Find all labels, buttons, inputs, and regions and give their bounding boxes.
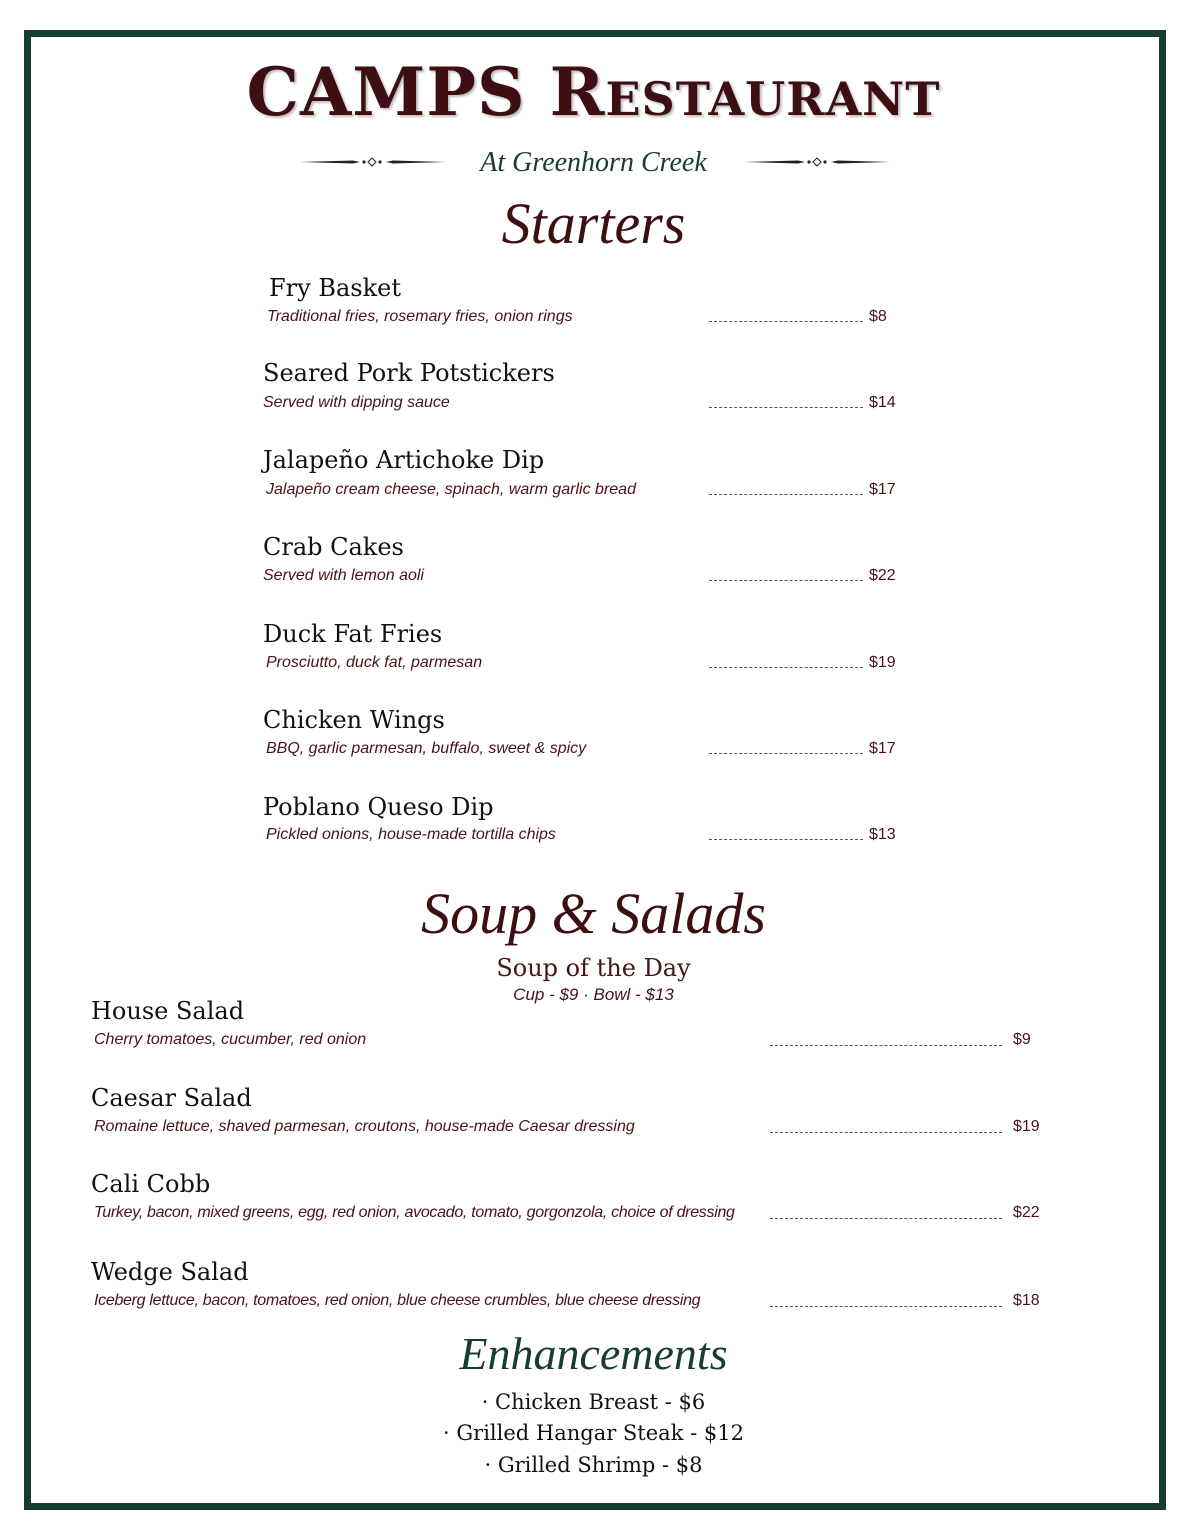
price-leader <box>709 839 863 840</box>
soup-salads-heading: Soup & Salads <box>421 881 766 946</box>
menu-item-name: Seared Pork Potstickers <box>263 359 555 387</box>
restaurant-title: CAMPS Restaurant <box>246 53 941 131</box>
menu-item-price: $8 <box>869 308 887 325</box>
menu-item-price: $17 <box>869 740 896 757</box>
menu-item-name: Wedge Salad <box>91 1258 249 1286</box>
price-leader <box>709 321 863 322</box>
menu-item-name: Duck Fat Fries <box>263 620 443 648</box>
menu-item-description: Pickled onions, house-made tortilla chips <box>266 826 556 843</box>
menu-item-description: Prosciutto, duck fat, parmesan <box>266 654 483 671</box>
menu-item-price: $9 <box>1013 1031 1031 1048</box>
menu-item-name: Jalapeño Artichoke Dip <box>263 446 545 474</box>
menu-item-name: Caesar Salad <box>91 1084 252 1112</box>
menu-item-description: Romaine lettuce, shaved parmesan, croutons, house-made Caesar dressing <box>94 1118 635 1135</box>
price-leader <box>770 1132 1002 1133</box>
enhancement-item: · Chicken Breast - $6 <box>481 1390 706 1414</box>
menu-item-description: Served with dipping sauce <box>263 394 450 411</box>
price-leader <box>709 494 863 495</box>
menu-item-price: $19 <box>1013 1118 1040 1135</box>
menu-item-price: $22 <box>869 567 896 584</box>
menu-item-name: Poblano Queso Dip <box>263 793 494 821</box>
price-leader <box>709 580 863 581</box>
price-leader <box>709 407 863 408</box>
menu-item-price: $22 <box>1013 1204 1040 1221</box>
right-ornament-icon <box>743 152 893 172</box>
menu-item-name: Fry Basket <box>269 274 401 302</box>
menu-item-description: Iceberg lettuce, bacon, tomatoes, red onion, blue cheese crumbles, blue cheese dressing <box>94 1292 701 1309</box>
price-leader <box>770 1218 1002 1219</box>
menu-item-name: Crab Cakes <box>263 533 404 561</box>
menu-item-price: $17 <box>869 481 896 498</box>
menu-item-name: Cali Cobb <box>91 1170 211 1198</box>
enhancement-item: · Grilled Hangar Steak - $12 <box>443 1421 744 1445</box>
soup-prices: Cup - $9 · Bowl - $13 <box>513 985 674 1004</box>
menu-item-price: $18 <box>1013 1292 1040 1309</box>
restaurant-subtitle: At Greenhorn Creek <box>480 147 707 178</box>
menu-item-name: House Salad <box>91 997 245 1025</box>
price-leader <box>709 753 863 754</box>
enhancements-heading: Enhancements <box>459 1328 728 1379</box>
menu-item-price: $13 <box>869 826 896 843</box>
price-leader <box>770 1306 1002 1307</box>
enhancement-item: · Grilled Shrimp - $8 <box>484 1453 703 1477</box>
menu-item-description: Jalapeño cream cheese, spinach, warm garlic bread <box>266 481 636 498</box>
menu-item-description: Turkey, bacon, mixed greens, egg, red onion, avocado, tomato, gorgonzola, choice of dressing <box>94 1204 735 1221</box>
menu-item-description: BBQ, garlic parmesan, buffalo, sweet & spicy <box>266 740 587 757</box>
price-leader <box>709 667 863 668</box>
menu-item-name: Chicken Wings <box>263 706 445 734</box>
menu-item-price: $14 <box>869 394 896 411</box>
menu-item-description: Traditional fries, rosemary fries, onion rings <box>267 308 573 325</box>
starters-heading: Starters <box>501 191 686 256</box>
price-leader <box>770 1045 1002 1046</box>
menu-item-description: Cherry tomatoes, cucumber, red onion <box>94 1031 367 1048</box>
menu-item-description: Served with lemon aoli <box>263 567 424 584</box>
soup-of-the-day-title: Soup of the Day <box>496 954 691 982</box>
menu-item-price: $19 <box>869 654 896 671</box>
